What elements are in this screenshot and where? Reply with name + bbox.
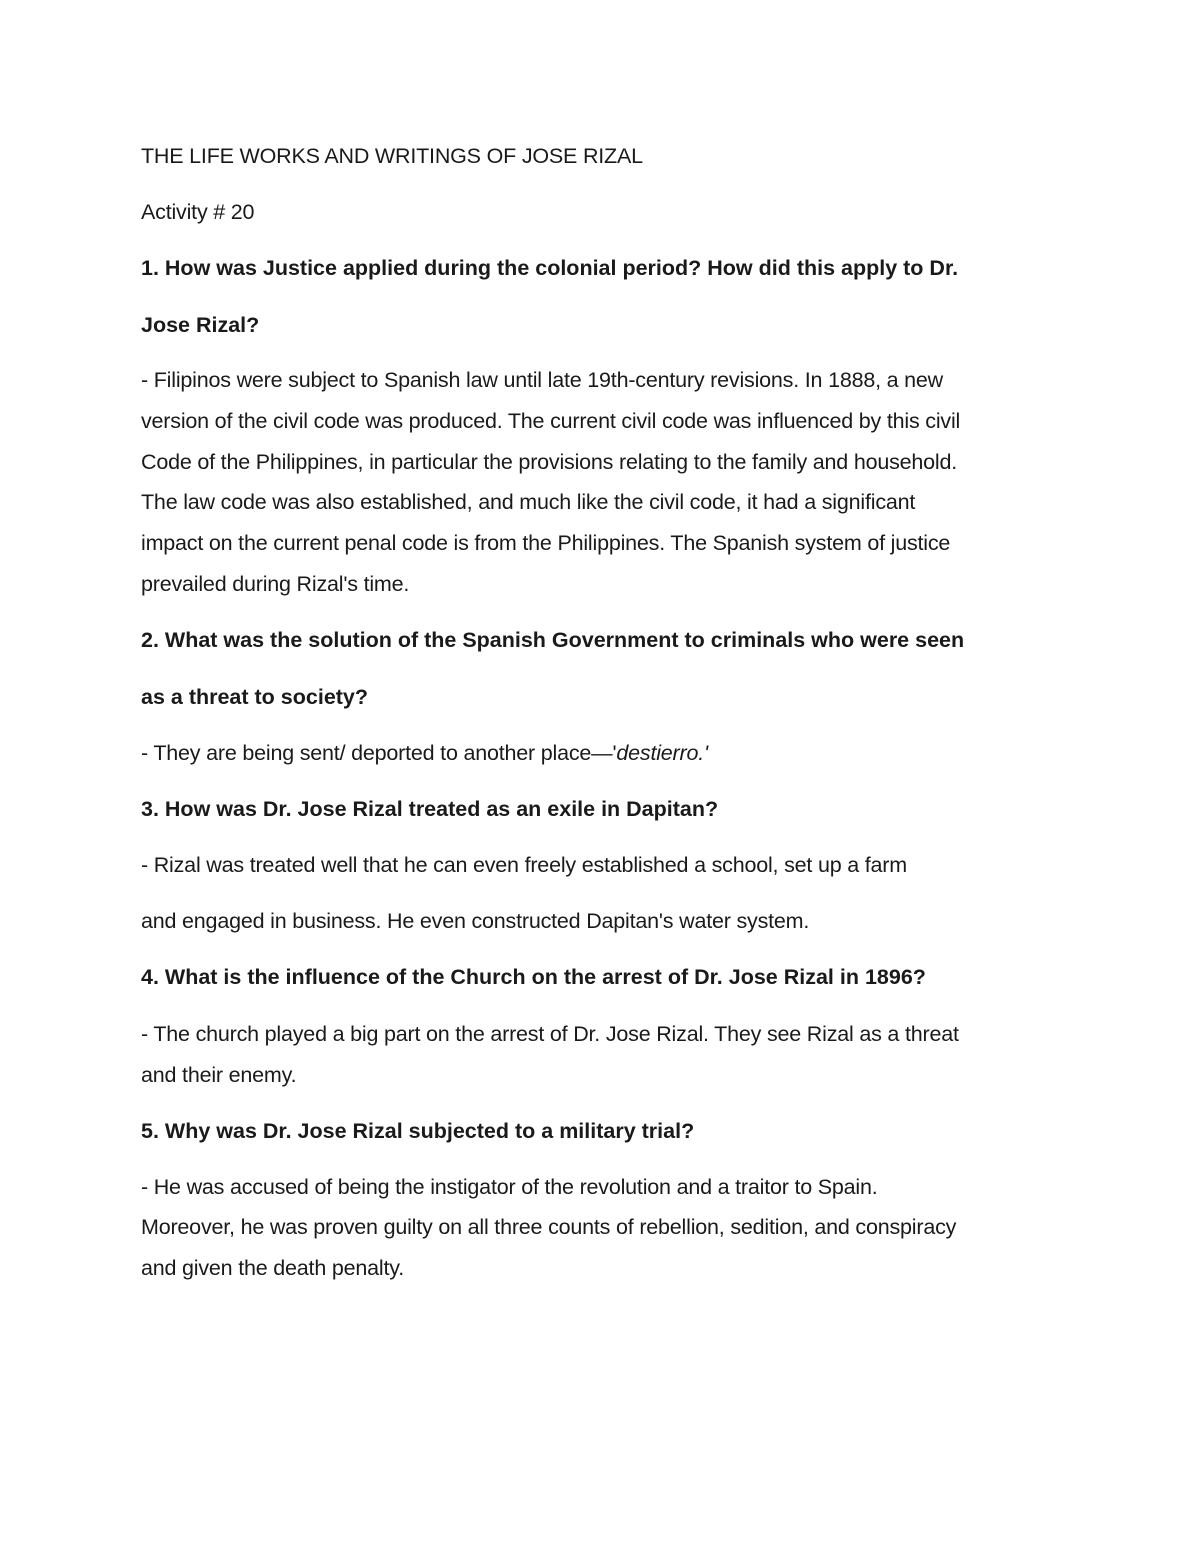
answer-2 [141, 738, 708, 768]
question-5: 5. Why was Dr. Jose Rizal subjected to a military trial? [141, 1119, 695, 1143]
document-title: THE LIFE WORKS AND WRITINGS OF JOSE RIZAL [141, 144, 643, 168]
answer-2-italic-term: destierro.' [616, 741, 708, 765]
answer-1-line-2: version of the civil code was produced. The current civil code was influenced by this civil [141, 409, 961, 433]
question-2-line-2: as a threat to society? [141, 685, 369, 709]
answer-5-line-2: Moreover, he was proven guilty on all three counts of rebellion, sedition, and conspiracy [141, 1215, 957, 1239]
answer-3-line-2: and engaged in business. He even constructed Dapitan's water system. [141, 909, 810, 933]
answer-2-text: - They are being sent/ deported to another place—' [141, 741, 617, 765]
answer-3-line-1: - Rizal was treated well that he can even freely established a school, set up a farm [141, 853, 907, 877]
answer-1-line-6: prevailed during Rizal's time. [141, 572, 410, 596]
answer-4-line-1: - The church played a big part on the arrest of Dr. Jose Rizal. They see Rizal as a threat [141, 1022, 959, 1046]
answer-4-line-2: and their enemy. [141, 1063, 297, 1087]
answer-1-line-3: Code of the Philippines, in particular the provisions relating to the family and household. [141, 450, 958, 474]
answer-1-line-5: impact on the current penal code is from the Philippines. The Spanish system of justice [141, 531, 951, 555]
question-1-line-1: 1. How was Justice applied during the colonial period? How did this apply to Dr. [141, 256, 959, 280]
question-3: 3. How was Dr. Jose Rizal treated as an exile in Dapitan? [141, 797, 719, 821]
question-1-line-2: Jose Rizal? [141, 313, 260, 337]
question-4: 4. What is the influence of the Church on the arrest of Dr. Jose Rizal in 1896? [141, 965, 926, 989]
answer-5-line-1: - He was accused of being the instigator of the revolution and a traitor to Spain. [141, 1175, 878, 1199]
answer-1-line-4: The law code was also established, and much like the civil code, it had a significant [141, 490, 916, 514]
activity-number: Activity # 20 [141, 200, 255, 224]
question-2-line-1: 2. What was the solution of the Spanish Government to criminals who were seen [141, 628, 965, 652]
answer-5-line-3: and given the death penalty. [141, 1256, 404, 1280]
answer-1-line-1: - Filipinos were subject to Spanish law until late 19th-century revisions. In 1888, a new [141, 368, 944, 392]
